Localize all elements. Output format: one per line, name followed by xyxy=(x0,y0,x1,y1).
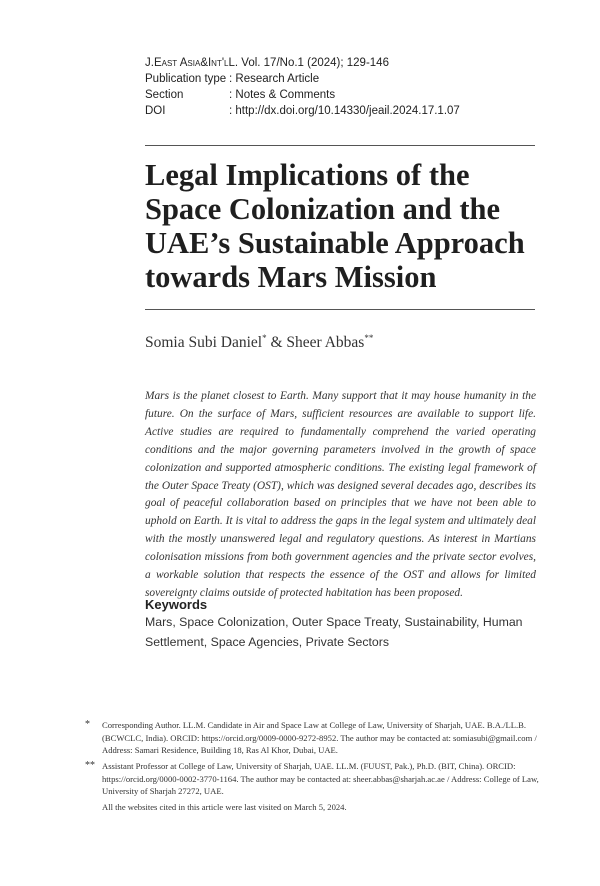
footnote-mark: ** xyxy=(85,760,95,771)
keywords-list: Mars, Space Colonization, Outer Space Treaty, Sustainability, Human Settlement, Space Agencies, Private Sectors xyxy=(145,615,523,649)
journal-citation: J. East Asia & Int'l L. Vol. 17/No.1 (2024); 129-146 xyxy=(145,57,389,69)
author-line: Somia Subi Daniel* & Sheer Abbas** xyxy=(145,333,374,351)
abstract: Mars is the planet closest to Earth. Many support that it may house humanity in the future. On the surface of Mars, sufficient resources are available to support life. Active studies are required to fundamentally comprehend the varied operating conditions and the major governing parameters involved in the growth of space colonization and supported atmospheric conditions. The existing legal framework of the Outer Space Treaty (OST), which was designed several decades ago, describes its goal of peaceful collaboration based on principles that we have not been able to uphold on Earth. It is vital to address the gaps in the legal system and ultimately deal with the mostly unanswered legal and regulatory questions. As interest in Martians colonisation missions from both government agencies and the private sector evolves, a workable solution that respects the essence of the OST and allows for limited sovereignty claims outside of protected habitation has been proposed. xyxy=(145,390,536,599)
title-line: UAE’s Sustainable Approach xyxy=(145,226,525,260)
doi-row xyxy=(145,103,545,119)
footnote xyxy=(85,719,540,757)
title-bottom-rule xyxy=(145,309,535,310)
doi-label: DOI xyxy=(145,105,166,117)
footnote-text: Assistant Professor at College of Law, University of Sharjah, UAE. LL.M. (FUUST, Pak.), Ph.D. (BIT, China). ORCID: https://orcid.org/0000-0002-3770-1164. The author may be contacted at: sheer.abbas@sharjah.ac.ae / Address: College of Law, University of Sharjah 27272, UAE. xyxy=(102,761,539,797)
publication-type-label: Publication type xyxy=(145,73,227,85)
author-name: Sheer Abbas xyxy=(286,334,365,351)
author-name: Somia Subi Daniel xyxy=(145,334,263,351)
publication-type-value: : Research Article xyxy=(229,73,320,85)
title-line: Legal Implications of the xyxy=(145,158,470,192)
keywords-heading: Keywords xyxy=(145,597,208,612)
doi-link[interactable]: : http://dx.doi.org/10.14330/jeail.2024.17.1.07 xyxy=(229,105,460,117)
title-top-rule xyxy=(145,145,535,146)
footnote-mark: * xyxy=(85,719,90,730)
footnote-note xyxy=(102,801,540,814)
title-line: Space Colonization and the xyxy=(145,192,501,226)
section-label: Section xyxy=(145,89,184,101)
publication-type-row xyxy=(145,71,545,87)
section-row xyxy=(145,87,545,103)
author-footnote-mark: ** xyxy=(364,333,374,343)
section-value: : Notes & Comments xyxy=(229,89,336,101)
author-footnote-mark: * xyxy=(262,333,267,343)
article-header xyxy=(145,55,545,119)
footnote xyxy=(85,760,540,798)
title-line: towards Mars Mission xyxy=(145,260,437,294)
footnote-text: Corresponding Author. LL.M. Candidate in Air and Space Law at College of Law, University of Sharjah, UAE. B.A./LL.B. (BCWCLC, India). ORCID: https://orcid.org/0009-0000-9272-8952. The author may be contacted at: somiasubi@gmail.com / Address: Samari Residence, Building 18, Ras Al Khor, Dubai, UAE. xyxy=(102,720,537,756)
article-title xyxy=(145,158,545,294)
footnote-text: All the websites cited in this article were last visited on March 5, 2024. xyxy=(102,802,347,812)
